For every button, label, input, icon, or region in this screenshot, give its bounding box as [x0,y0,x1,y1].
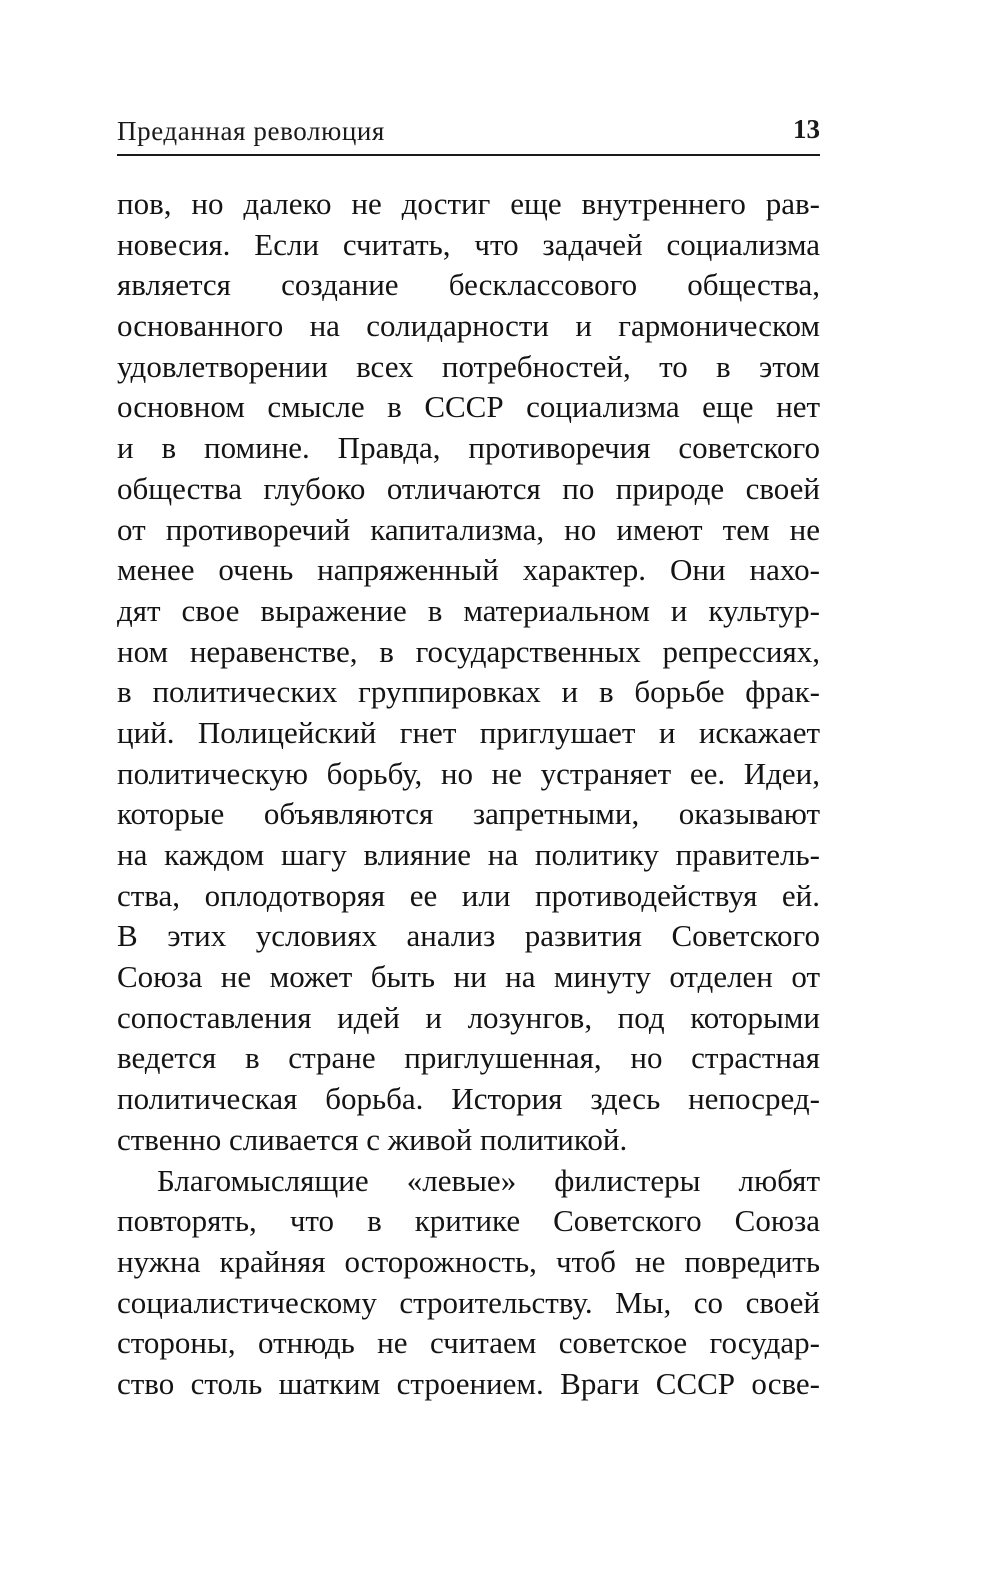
text-line: от противоречий капитализма, но имеют тем не [117,511,820,547]
text-line: пов, но далеко не достиг еще внутреннего рав- [117,186,820,221]
text-line: стороны, отнюдь не считаем советское государ- [117,1325,820,1361]
running-title: Преданная революция [117,116,385,146]
text-line: дят свое выражение в материальном и культур- [117,592,820,628]
text-line: новесия. Если считать, что задачей социализма [117,226,820,262]
text-line: сопоставления идей и лозунгов, под которыми [117,999,820,1035]
text-line: политическую борьбу, но не устраняет ее. Идеи, [117,755,820,791]
running-header [117,110,820,156]
text-line: является создание бесклассового общества, [117,267,820,303]
text-line: ном неравенстве, в государственных репрессиях, [117,633,820,669]
text-line: основном смысле в СССР социализма еще нет [117,389,820,425]
page-number: 13 [793,114,820,144]
text-line: ственно сливается с живой политикой. [117,1121,628,1157]
text-line: ства, оплодотворяя ее или противодействуя ей. [117,877,820,913]
text-line: в политических группировках и в борьбе фрак- [117,674,820,710]
text-line: ций. Полицейский гнет приглушает и искажает [117,714,820,750]
text-line: основанного на солидарности и гармоническом [117,308,820,344]
text-line: на каждом шагу влияние на политику правитель- [117,837,820,872]
text-line: повторять, что в критике Советского Союза [117,1203,820,1239]
paragraph [117,184,820,1161]
text-line: В этих условиях анализ развития Советского [117,918,820,954]
text-line: социалистическому строительству. Мы, со своей [117,1284,820,1320]
text-line: политическая борьба. История здесь непосред- [117,1081,820,1117]
text-line: и в помине. Правда, противоречия советского [117,430,820,466]
text-line: менее очень напряженный характер. Они нахо- [117,552,820,588]
text-line: которые объявляются запретными, оказывают [117,796,820,832]
text-line: Благомыслящие «левые» филистеры любят [157,1162,820,1198]
paragraph [117,1161,820,1405]
text-line: нужна крайняя осторожность, чтоб не повредить [117,1243,820,1279]
text-line: Союза не может быть ни на минуту отделен от [117,959,820,995]
text-line: общества глубоко отличаются по природе своей [117,470,820,506]
text-line: ство столь шатким строением. Враги СССР осве- [117,1365,820,1401]
text-line: удовлетворении всех потребностей, то в этом [117,348,820,384]
body-text [117,184,820,1405]
text-line: ведется в стране приглушенная, но страстная [117,1040,820,1076]
